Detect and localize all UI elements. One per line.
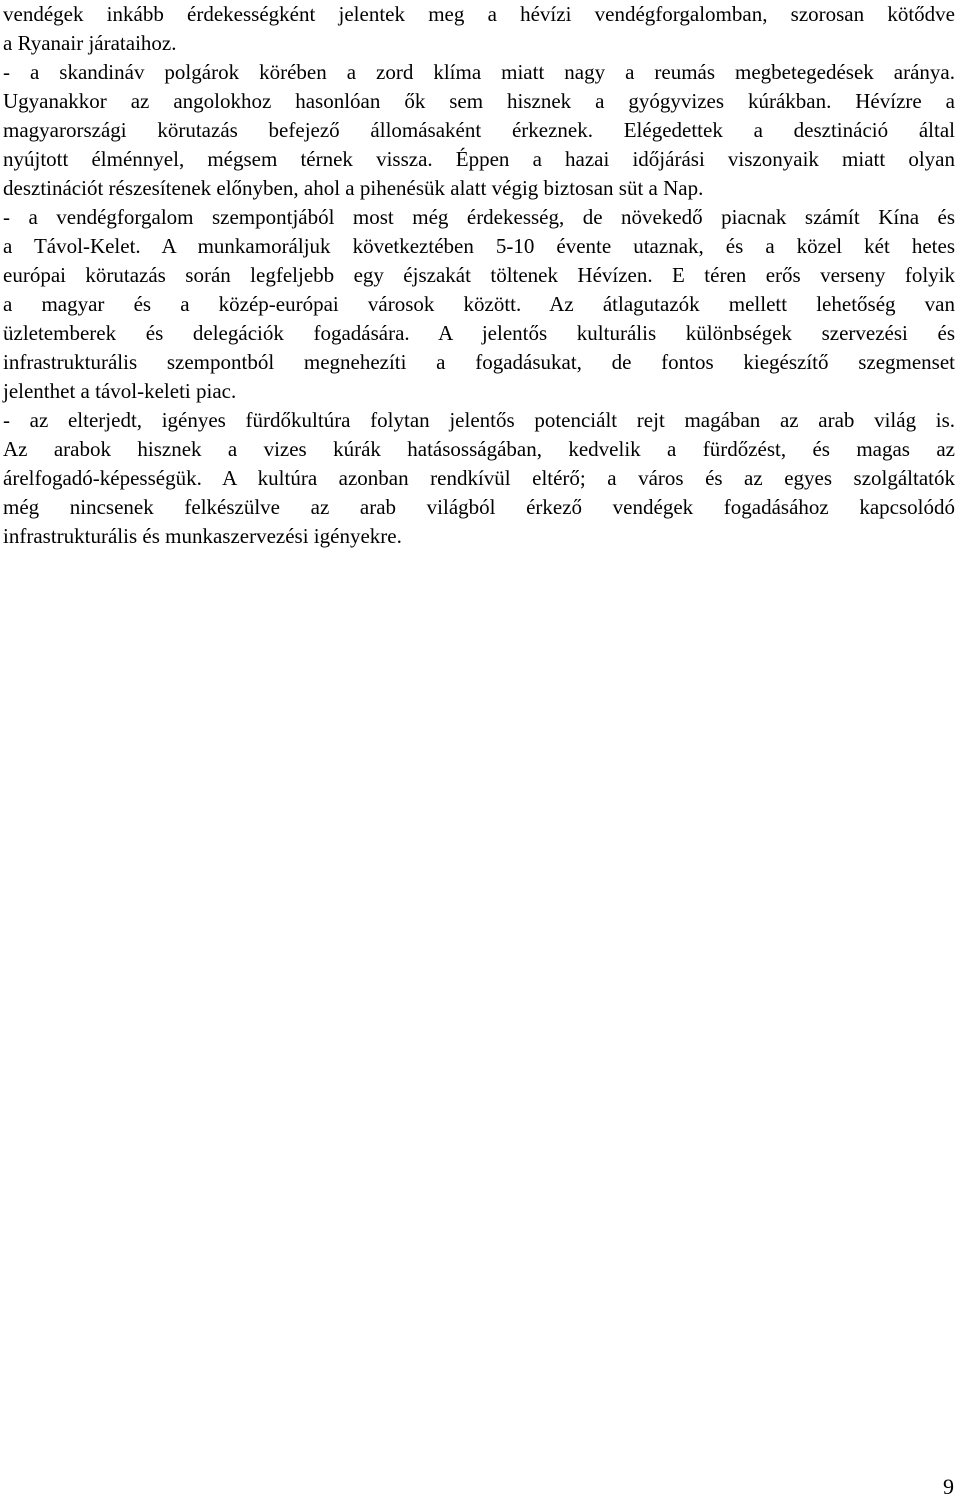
text-line: a Ryanair járataihoz.	[3, 31, 177, 55]
text-line: Az arabok hisznek a vizes kúrák hatásosságában, kedvelik a fürdőzést, és magas az	[3, 437, 955, 461]
text-line: nyújtott élménnyel, mégsem térnek vissza. Éppen a hazai időjárási viszonyaik miatt olyan	[3, 147, 955, 171]
text-line: magyarországi körutazás befejező állomásaként érkeznek. Elégedettek a desztináció által	[3, 118, 955, 142]
text-line: a Távol-Kelet. A munkamoráljuk következtében 5-10 évente utaznak, és a közel két hetes	[3, 234, 955, 258]
document-body	[3, 0, 955, 551]
text-line: üzletemberek és delegációk fogadására. A jelentős kulturális különbségek szervezési és	[3, 321, 955, 345]
text-line: vendégek inkább érdekességként jelentek meg a hévízi vendégforgalomban, szorosan kötődve	[3, 2, 955, 26]
text-line: infrastrukturális szempontból megnehezíti a fogadásukat, de fontos kiegészítő szegmenset	[3, 350, 955, 374]
text-line: árelfogadó-képességük. A kultúra azonban rendkívül eltérő; a város és az egyes szolgáltatók	[3, 466, 955, 490]
text-line: európai körutazás során legfeljebb egy éjszakát töltenek Hévízen. E téren erős verseny folyik	[3, 263, 955, 287]
text-line: infrastrukturális és munkaszervezési igényekre.	[3, 524, 402, 548]
text-line: - a vendégforgalom szempontjából most még érdekesség, de növekedő piacnak számít Kína és	[3, 205, 955, 229]
text-line: Ugyanakkor az angolokhoz hasonlóan ők sem hisznek a gyógyvizes kúrákban. Hévízre a	[3, 89, 955, 113]
text-line: desztinációt részesítenek előnyben, ahol a pihenésük alatt végig biztosan süt a Nap.	[3, 176, 704, 200]
text-line: jelenthet a távol-keleti piac.	[3, 379, 237, 403]
page-number: 9	[943, 1474, 954, 1499]
text-line: még nincsenek felkészülve az arab világból érkező vendégek fogadásához kapcsolódó	[3, 495, 955, 519]
text-line: a magyar és a közép-európai városok között. Az átlagutazók mellett lehetőség van	[3, 292, 955, 316]
text-line: - a skandináv polgárok körében a zord klíma miatt nagy a reumás megbetegedések aránya.	[3, 60, 955, 84]
text-line: - az elterjedt, igényes fürdőkultúra folytan jelentős potenciált rejt magában az arab világ is.	[3, 408, 955, 432]
